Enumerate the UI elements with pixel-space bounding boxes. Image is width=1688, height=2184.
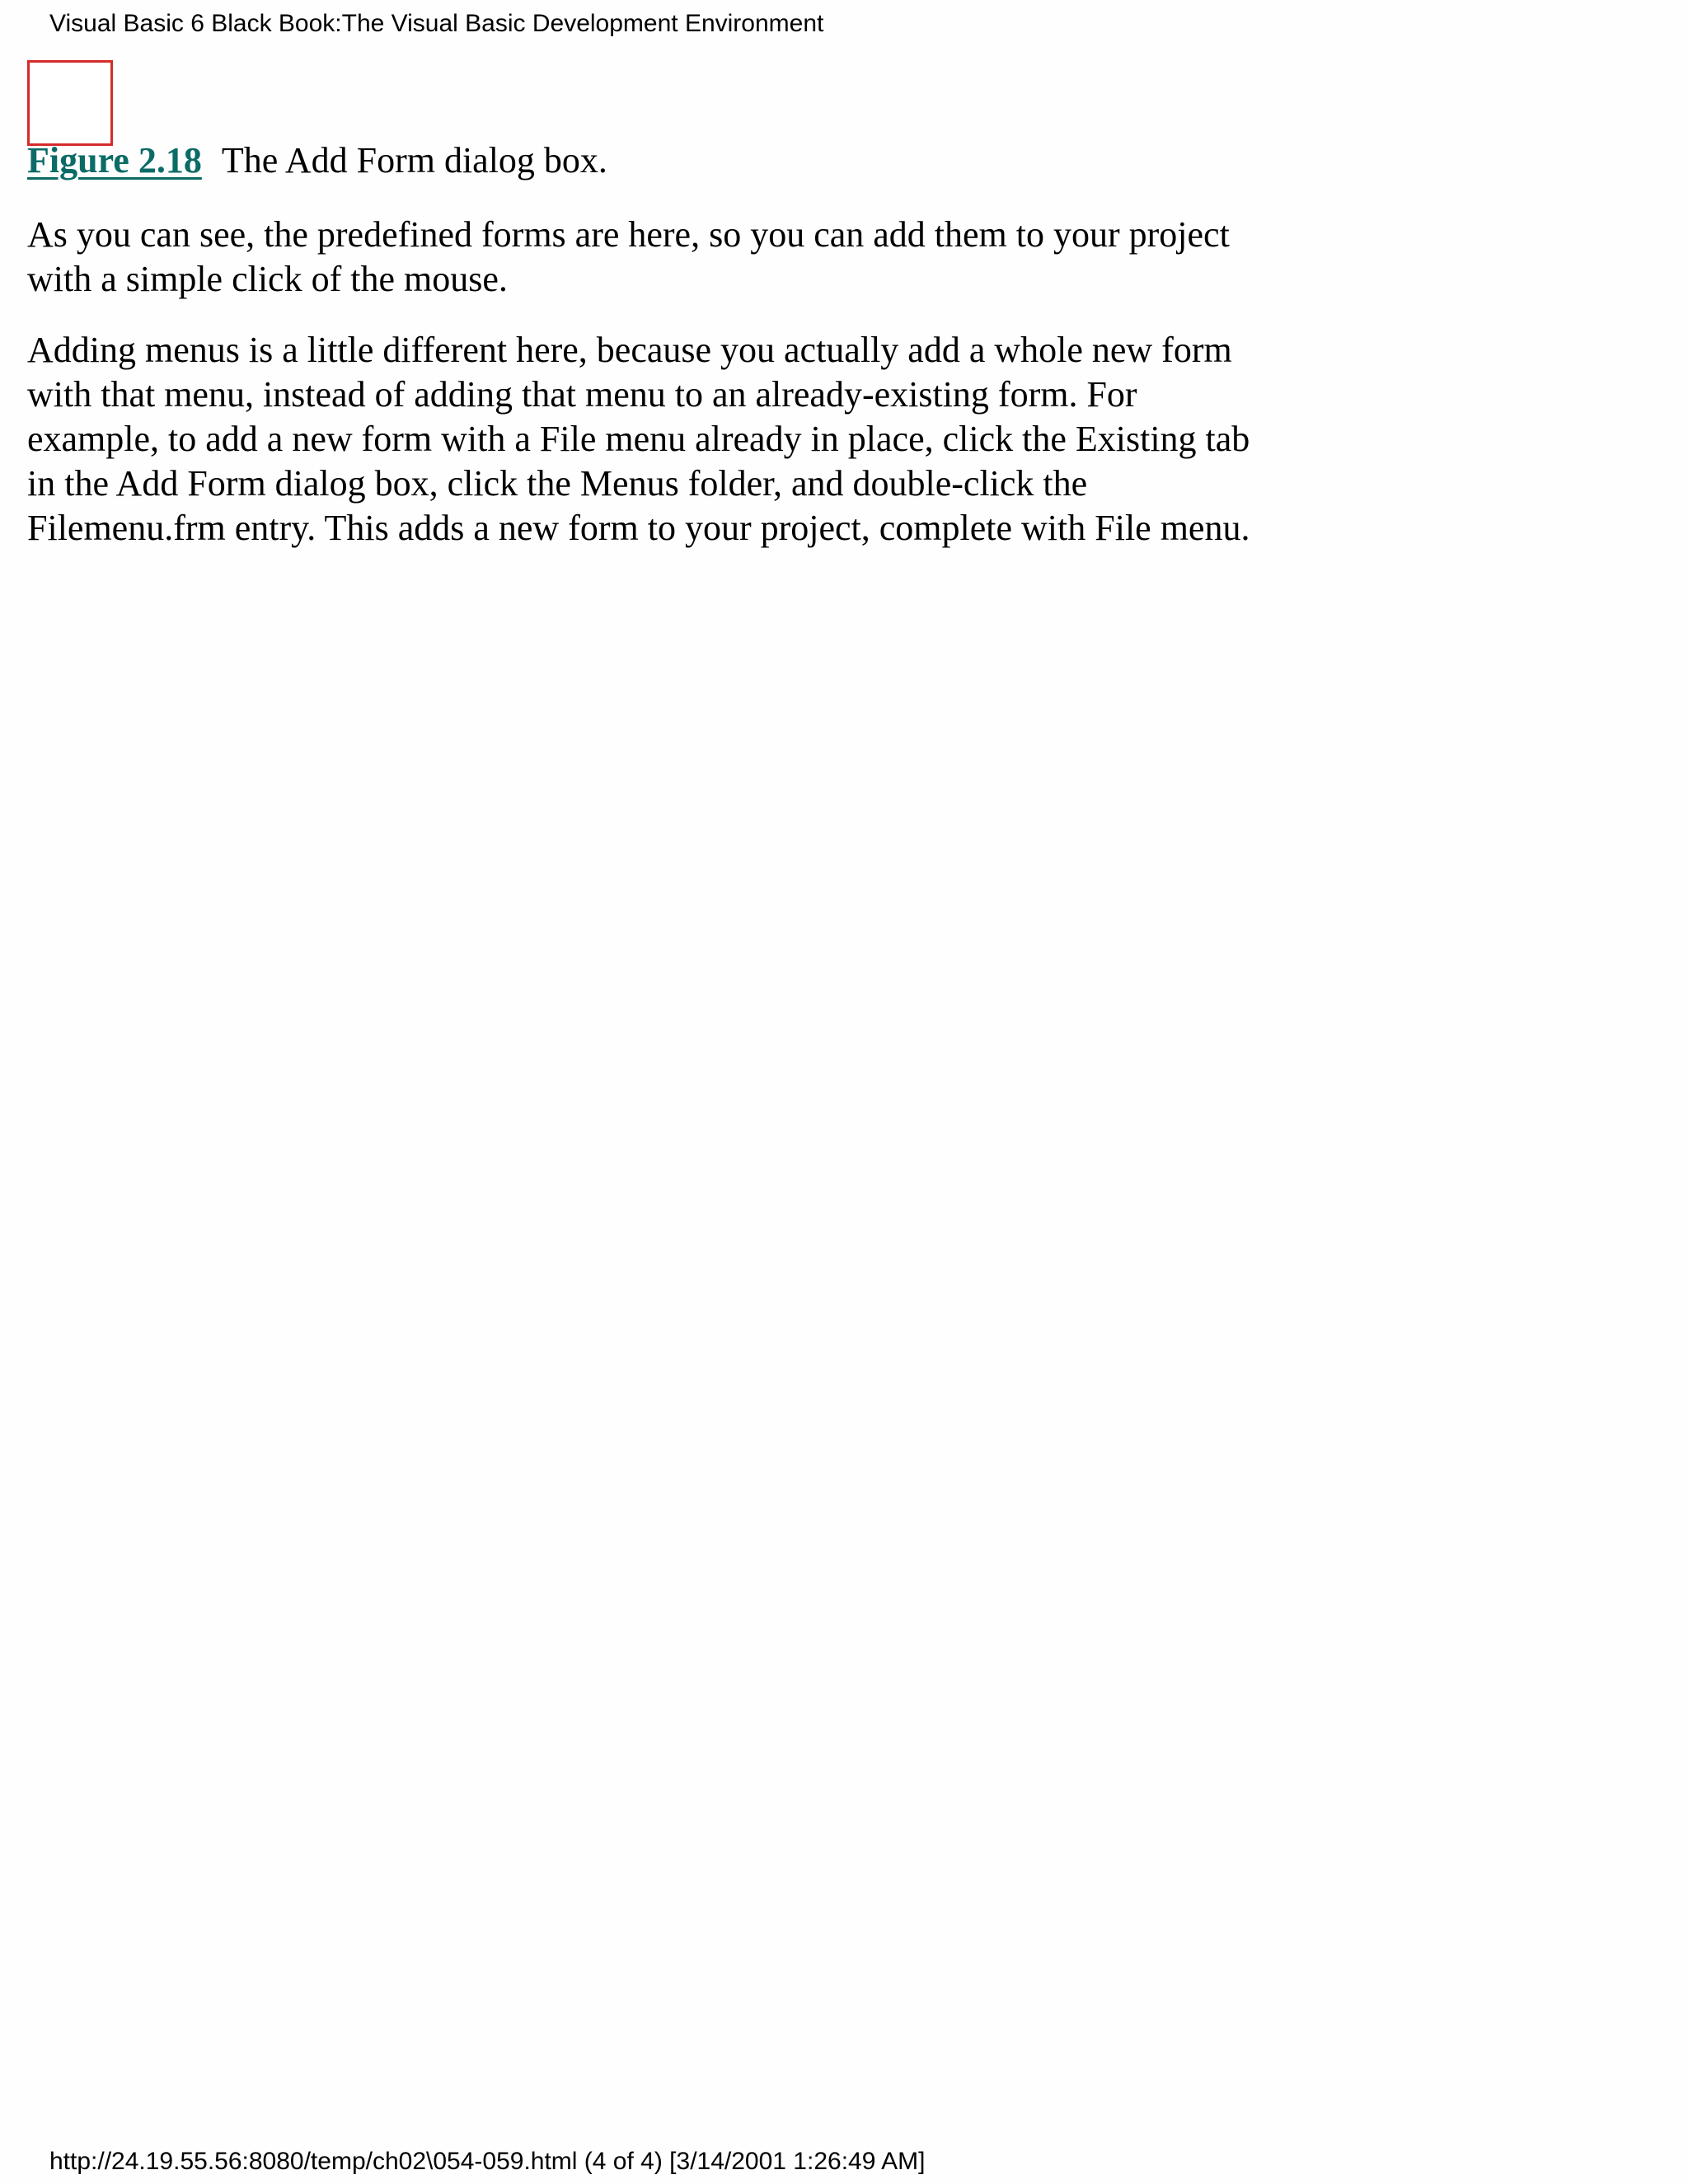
page-content: [27, 138, 1379, 577]
figure-link[interactable]: Figure 2.18: [27, 140, 202, 180]
paragraph-line: with a simple click of the mouse.: [27, 259, 508, 299]
paragraph-line: example, to add a new form with a File menu already in place, click the Existing tab: [27, 419, 1250, 459]
paragraph-2: [27, 328, 1379, 551]
paragraph-line: in the Add Form dialog box, click the Menus folder, and double-click the: [27, 463, 1088, 504]
print-footer: http://24.19.55.56:8080/temp/ch02\054-059.html (4 of 4) [3/14/2001 1:26:49 AM]: [49, 2148, 926, 2175]
broken-image-icon[interactable]: [27, 60, 113, 146]
paragraph-line: As you can see, the predefined forms are here, so you can add them to your project: [27, 214, 1230, 255]
paragraph-line: with that menu, instead of adding that menu to an already-existing form. For: [27, 374, 1137, 415]
figure-caption-text: The Add Form dialog box.: [221, 140, 607, 180]
paragraph-line: Adding menus is a little different here, because you actually add a whole new form: [27, 330, 1232, 370]
print-header: Visual Basic 6 Black Book:The Visual Basic Development Environment: [49, 10, 824, 37]
paragraph-line: Filemenu.frm entry. This adds a new form to your project, complete with File menu.: [27, 508, 1250, 548]
figure-caption: [27, 138, 1379, 183]
paragraph-1: [27, 213, 1379, 302]
